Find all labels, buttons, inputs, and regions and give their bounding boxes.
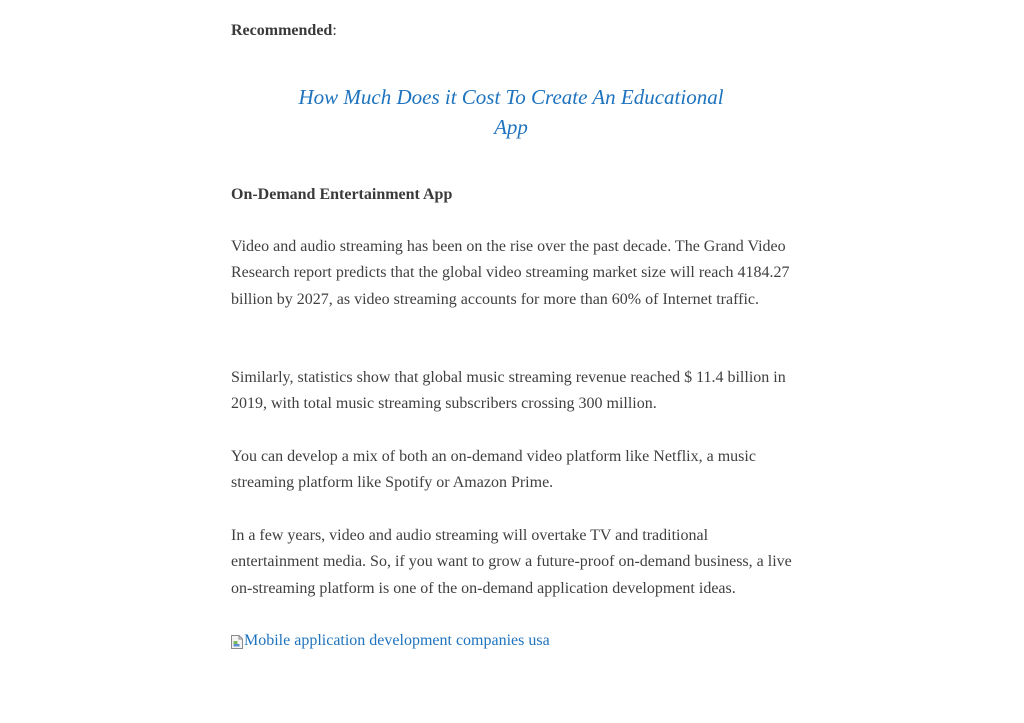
broken-image-icon — [231, 632, 243, 646]
paragraph-video-streaming: Video and audio streaming has been on the rise over the past decade. The Grand Video Research report predicts that the global video streaming market size will reach 4184.27 billion by 2027, as video streaming accounts for more than 60% of Internet traffic. — [231, 238, 790, 308]
paragraph-platform-mix: You can develop a mix of both an on-demand video platform like Netflix, a music streaming platform like Spotify or Amazon Prime. — [231, 448, 756, 492]
paragraph-music-streaming: Similarly, statistics show that global music streaming revenue reached $ 11.4 billion in 2019, with total music streaming subscribers crossing 300 million. — [231, 369, 786, 413]
recommended-article-link[interactable]: How Much Does it Cost To Create An Educational App — [298, 85, 724, 139]
paragraph-future-outlook: In a few years, video and audio streaming will overtake TV and traditional entertainment media. So, if you want to grow a future-proof on-demand business, a live on-streaming platform is one of the on-demand application development ideas. — [231, 527, 792, 597]
recommended-label: Recommended — [231, 22, 333, 39]
recommended-colon: : — [332, 22, 337, 39]
image-link[interactable] — [231, 628, 550, 654]
image-alt-text: Mobile application development companies usa — [244, 632, 550, 649]
recommended-line — [231, 20, 337, 42]
section-heading: On-Demand Entertainment App — [231, 186, 453, 203]
